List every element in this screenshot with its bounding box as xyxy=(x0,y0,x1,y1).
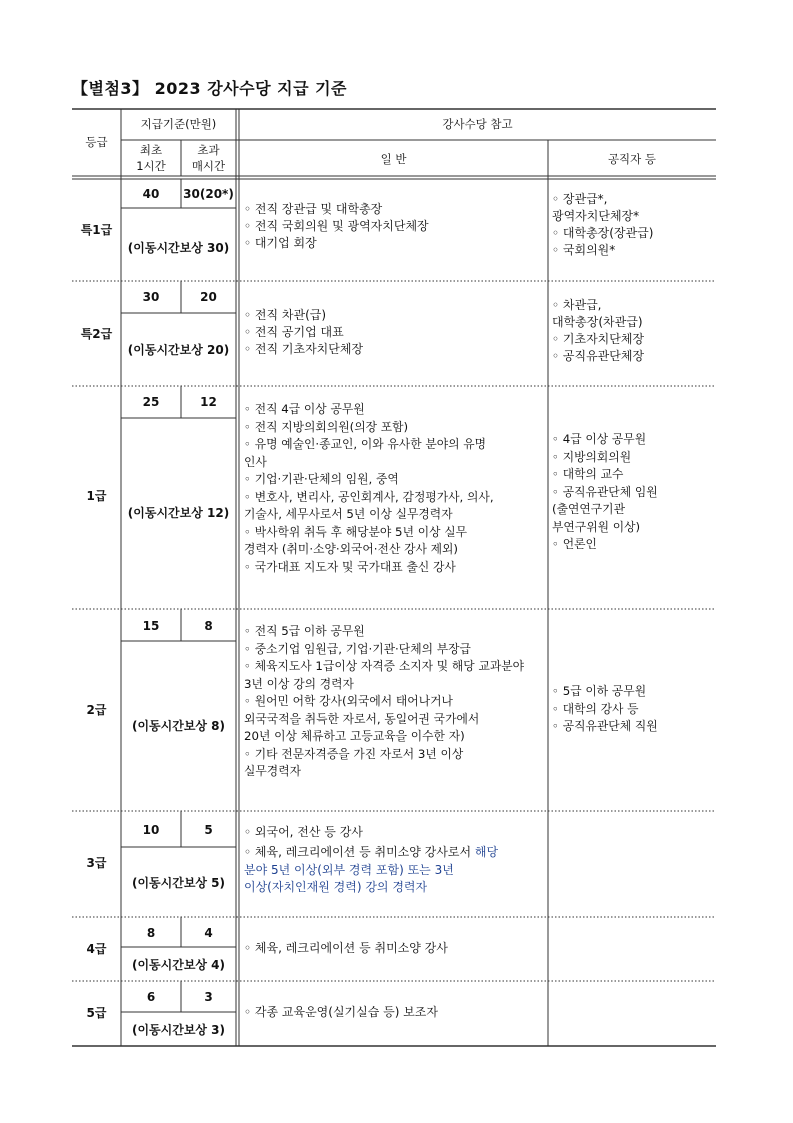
list-item: ◦ 박사학위 취득 후 해당분야 5년 이상 실무 경력자 (취미·소양·외국어·전산 강사 제외) xyxy=(244,524,468,556)
extra-hour-value: 30(20*) xyxy=(183,187,234,201)
list-item: ◦ 5급 이하 공무원 xyxy=(552,684,647,698)
general-list xyxy=(244,201,544,252)
general-item-text: ◦ 체육, 레크리에이션 등 취미소양 강사로서 xyxy=(244,845,475,859)
grade-label: 2급 xyxy=(86,703,107,717)
list-item: ◦ 언론인 xyxy=(552,537,597,551)
travel-compensation: (이동시간보상 4) xyxy=(131,958,226,972)
travel-compensation: (이동시간보상 30) xyxy=(127,241,230,255)
list-item: ◦ 차관급, 대학총장(차관급) xyxy=(552,298,643,329)
list-item: ◦ 4급 이상 공무원 xyxy=(552,432,647,446)
list-item: ◦ 대학의 교수 xyxy=(552,467,624,481)
list-item: ◦ 전직 국회의원 및 광역자치단체장 xyxy=(244,219,429,233)
list-item: ◦ 대학총장(장관급) xyxy=(552,226,654,240)
page-title: 【별첨3】 2023 강사수당 지급 기준 xyxy=(72,79,348,98)
general-list xyxy=(244,1004,548,1021)
travel-compensation: (이동시간보상 5) xyxy=(131,876,226,890)
list-item: ◦ 전직 기초자치단체장 xyxy=(244,342,364,356)
list-item: ◦ 체육지도사 1급이상 자격증 소지자 및 해당 교과분야 3년 이상 강의 경력자 xyxy=(244,659,525,691)
grade-label: 특2급 xyxy=(80,327,113,341)
extra-hour-value: 12 xyxy=(200,395,217,409)
list-item: ◦ 대학의 강사 등 xyxy=(552,701,639,716)
general-list xyxy=(244,623,548,781)
list-item: ◦ 공직유관단체 임원 (출연연구기관 부연구위원 이상) xyxy=(552,484,658,534)
travel-compensation: (이동시간보상 12) xyxy=(127,506,230,520)
list-item: ◦ 유명 예술인·종교인, 이와 유사한 분야의 유명 인사 xyxy=(244,437,487,469)
list-item: ◦ 전직 지방의회의원(의장 포함) xyxy=(244,419,409,434)
general-item-highlight: 해당 분야 5년 이상(외부 경력 포함) 또는 3년 이상(자치인재원 경력) 강의 경력자 xyxy=(244,845,499,894)
header-payment-standard: 지급기준(만원) xyxy=(140,117,217,131)
grade-label: 특1급 xyxy=(80,223,113,237)
grade-label: 1급 xyxy=(86,489,107,503)
general-list xyxy=(244,401,548,576)
first-hour-value: 6 xyxy=(146,990,156,1004)
list-item: ◦ 각종 교육운영(실기실습 등) 보조자 xyxy=(244,1005,438,1019)
list-item: ◦ 공직유관단체장 xyxy=(552,349,645,363)
list-item: ◦ 국가대표 지도자 및 국가대표 출신 강사 xyxy=(244,559,456,574)
list-item: ◦ 전직 5급 이하 공무원 xyxy=(244,624,365,638)
extra-hour-value: 20 xyxy=(200,290,217,304)
list-item: ◦ 체육, 레크리에이션 등 취미소양 강사 xyxy=(244,941,448,955)
list-item: ◦ 국회의원* xyxy=(552,243,616,257)
extra-hour-value: 4 xyxy=(204,926,213,940)
extra-hour-value: 8 xyxy=(204,619,213,633)
list-item: ◦ 기타 전문자격증을 가진 자로서 3년 이상 실무경력자 xyxy=(244,746,464,778)
first-hour-value: 40 xyxy=(142,187,160,201)
public-list xyxy=(552,297,714,365)
travel-compensation: (이동시간보상 20) xyxy=(127,343,230,357)
list-item: ◦ 전직 공기업 대표 xyxy=(244,325,344,339)
list-item: ◦ 대기업 회장 xyxy=(244,236,317,250)
public-list xyxy=(552,431,714,554)
general-list-item xyxy=(244,844,548,897)
list-item: ◦ 기초자치단체장 xyxy=(552,332,645,346)
extra-hour-value: 5 xyxy=(204,823,213,837)
header-grade: 등급 xyxy=(85,135,108,149)
list-item: ◦ 장관급*, 광역자치단체장* xyxy=(552,192,640,223)
list-item: ◦ 중소기업 임원급, 기업·기관·단체의 부장급 xyxy=(244,641,471,656)
list-item: ◦ 원어민 어학 강사(외국에서 태어나거나 외국국적을 취득한 자로서, 동일어권 국가에서 20년 이상 체류하고 고등교육을 이수한 자) xyxy=(244,694,480,743)
list-item: ◦ 전직 4급 이상 공무원 xyxy=(244,402,365,416)
list-item: ◦ 공직유관단체 직원 xyxy=(552,719,658,733)
header-general: 일 반 xyxy=(380,152,407,166)
list-item: ◦ 전직 차관(급) xyxy=(244,308,327,322)
public-list xyxy=(552,191,714,259)
public-list xyxy=(552,683,714,736)
travel-compensation: (이동시간보상 8) xyxy=(131,719,226,733)
first-hour-value: 30 xyxy=(142,290,160,304)
grade-label: 4급 xyxy=(86,942,107,956)
list-item: ◦ 전직 장관급 및 대학총장 xyxy=(244,202,383,216)
grade-label: 3급 xyxy=(86,856,107,870)
list-item: ◦ 변호사, 변리사, 공인회계사, 감정평가사, 의사, 기술사, 세무사로서 5년 이상 실무경력자 xyxy=(244,489,494,521)
general-list-item: ◦ 외국어, 전산 등 강사 xyxy=(244,825,363,839)
first-hour-value: 8 xyxy=(146,926,156,940)
header-extra-hour: 초과 매시간 xyxy=(191,143,226,173)
first-hour-value: 15 xyxy=(142,619,160,633)
list-item: ◦ 기업·기관·단체의 임원, 중역 xyxy=(244,472,399,486)
travel-compensation: (이동시간보상 3) xyxy=(131,1023,226,1037)
first-hour-value: 25 xyxy=(142,395,160,409)
first-hour-value: 10 xyxy=(142,823,160,837)
general-list xyxy=(244,940,548,957)
general-list xyxy=(244,307,544,358)
header-public: 공직자 등 xyxy=(607,152,657,166)
list-item: ◦ 지방의회의원 xyxy=(552,449,632,464)
header-min-1hour: 최초 1시간 xyxy=(136,143,166,173)
grade-label: 5급 xyxy=(86,1006,107,1020)
header-reference: 강사수당 참고 xyxy=(442,117,513,131)
extra-hour-value: 3 xyxy=(204,990,213,1004)
